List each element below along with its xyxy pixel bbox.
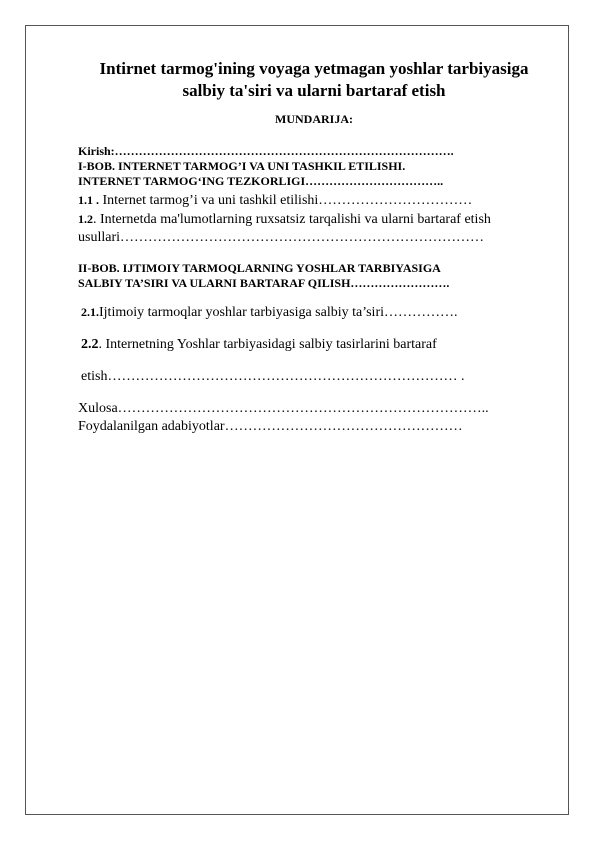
toc-chapter1-line2: INTERNET TARMOG‘ING TEZKORLIGI…………………………….. — [78, 174, 444, 188]
toc-section-2-1 — [78, 303, 550, 322]
toc-section-1-2 — [78, 210, 550, 229]
section-number: 1.1 . — [78, 193, 99, 207]
toc-chapter1-line1: I-BOB. INTERNET TARMOG’I VA UNI TASHKIL ETILISHI. — [78, 159, 406, 173]
section-number: 2.1. — [81, 305, 99, 319]
section-text: . Internetning Yoshlar tarbiyasidagi salbiy tasirlarini bartaraf — [98, 337, 437, 352]
toc-xulosa: Xulosa…………………………………………………………………….. — [78, 401, 489, 416]
section-text: Internet tarmog’i va uni tashkil etilishi…………………………… — [99, 193, 473, 208]
toc-section-2-2 — [78, 336, 550, 354]
section-text: . Internetda ma'lumotlarning ruxsatsiz tarqalishi va ularni bartaraf etish — [93, 212, 491, 227]
toc-chapter2-line1: II-BOB. IJTIMOIY TARMOQLARNING YOSHLAR TARBIYASIGA — [78, 261, 441, 275]
toc-chapter2-line2: SALBIY TA’SIRI VA ULARNI BARTARAF QILISH……………………. — [78, 276, 450, 290]
contents-heading: MUNDARIJA: — [275, 112, 353, 126]
title-line-2: salbiy ta'siri va ularni bartaraf etish — [182, 81, 446, 100]
section-number: 1.2 — [78, 212, 93, 226]
document-title — [78, 58, 550, 102]
toc-section-1-2-cont: usullari…………………………………………………………………… — [78, 230, 484, 245]
toc-section-1-1 — [78, 191, 550, 210]
document-content — [78, 58, 550, 436]
section-text: Ijtimoiy tarmoqlar yoshlar tarbiyasiga salbiy ta’siri……………. — [99, 305, 458, 320]
toc-kirish: Kirish:…………………………………………………………………………. — [78, 144, 454, 158]
toc-section-2-2-cont: etish………………………………………………………………… . — [81, 369, 465, 384]
toc-adabiyotlar: Foydalanilgan adabiyotlar…………………………………………… — [78, 419, 463, 434]
section-number: 2.2 — [81, 337, 99, 352]
title-line-1: Intirnet tarmog'ining voyaga yetmagan yoshlar tarbiyasiga — [99, 59, 529, 78]
